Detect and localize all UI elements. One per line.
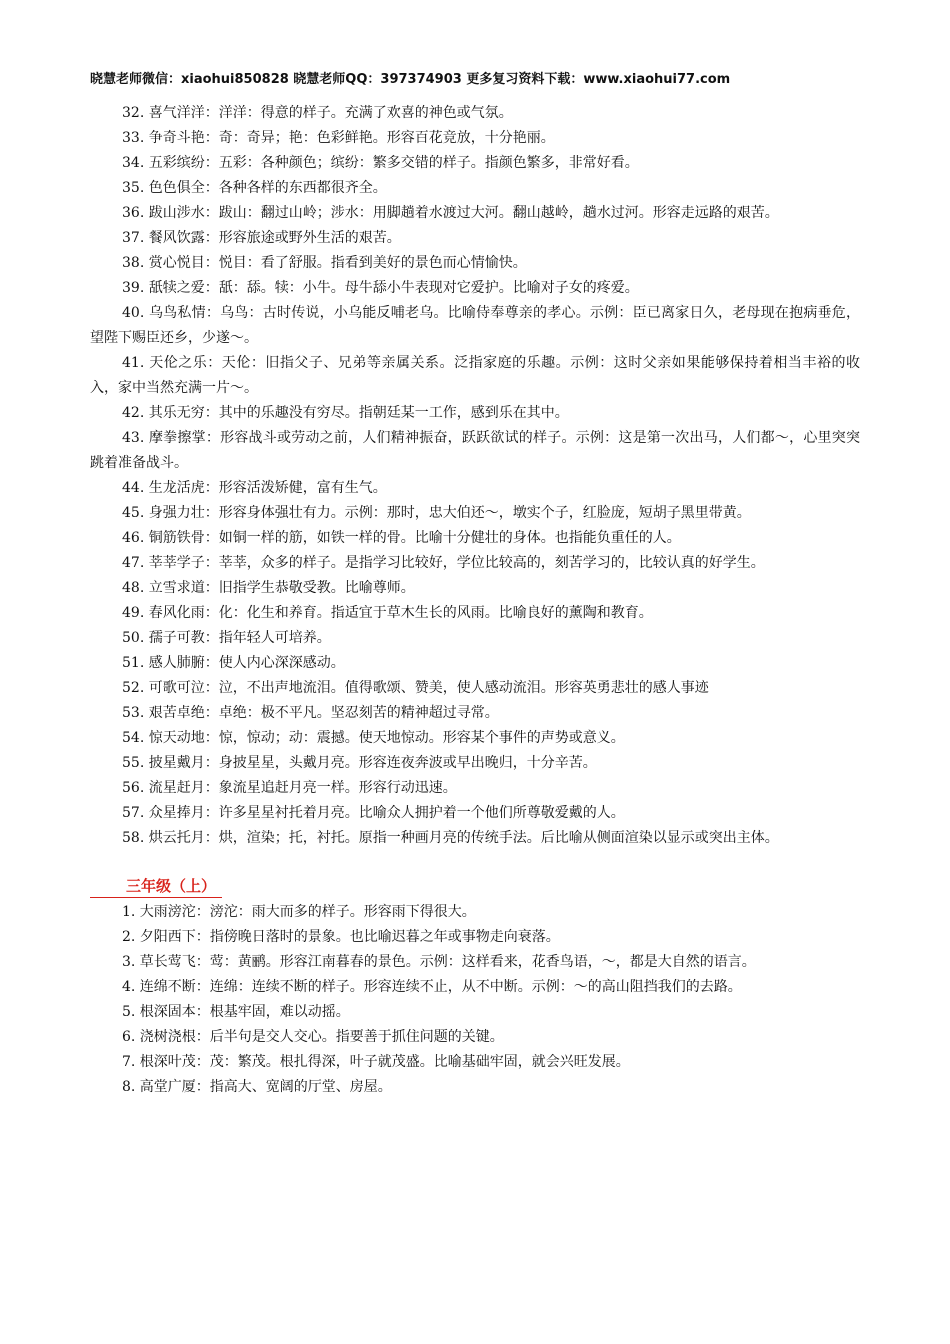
entry-48: 48. 立雪求道：旧指学生恭敬受教。比喻尊师。 bbox=[122, 580, 415, 596]
entry-37: 37. 餐风饮露：形容旅途或野外生活的艰苦。 bbox=[122, 230, 401, 246]
entry-5: 5. 根深固本：根基牢固，难以动摇。 bbox=[122, 1004, 350, 1020]
section-heading bbox=[90, 872, 860, 900]
entry-3: 3. 草长莺飞：莺：黄鹂。形容江南暮春的景色。示例：这样看来，花香鸟语，～，都是大自然的语言。 bbox=[122, 954, 756, 970]
entry-41: 41. 天伦之乐：天伦：旧指父子、兄弟等亲属关系。泛指家庭的乐趣。示例：这时父亲如果能够保持着相当丰裕的收入，家中当然充满一片～。 bbox=[90, 355, 860, 396]
entry-34: 34. 五彩缤纷：五彩：各种颜色；缤纷：繁多交错的样子。指颜色繁多，非常好看。 bbox=[122, 155, 639, 171]
entry-1: 1. 大雨滂沱：滂沱：雨大而多的样子。形容雨下得很大。 bbox=[122, 904, 476, 920]
entry-39: 39. 舐犊之爱：舐：舔。犊：小牛。母牛舔小牛表现对它爱护。比喻对子女的疼爱。 bbox=[122, 280, 639, 296]
entry-35: 35. 色色俱全：各种各样的东西都很齐全。 bbox=[122, 180, 387, 196]
entry-45: 45. 身强力壮：形容身体强壮有力。示例：那时，忠大伯还～，墩实个子，红脸庞，短胡子黑里带黄。 bbox=[122, 505, 751, 521]
entry-7: 7. 根深叶茂：茂：繁茂。根扎得深，叶子就茂盛。比喻基础牢固，就会兴旺发展。 bbox=[122, 1054, 630, 1070]
entry-32: 32. 喜气洋洋：洋洋：得意的样子。充满了欢喜的神色或气氛。 bbox=[122, 105, 513, 121]
entry-49: 49. 春风化雨：化：化生和养育。指适宜于草木生长的风雨。比喻良好的薰陶和教育。 bbox=[122, 605, 653, 621]
entry-42: 42. 其乐无穷：其中的乐趣没有穷尽。指朝廷某一工作，感到乐在其中。 bbox=[122, 405, 569, 421]
entry-38: 38. 赏心悦目：悦目：看了舒服。指看到美好的景色而心情愉快。 bbox=[122, 255, 527, 271]
entry-54: 54. 惊天动地：惊，惊动；动：震撼。使天地惊动。形容某个事件的声势或意义。 bbox=[122, 730, 625, 746]
entry-50: 50. 孺子可教：指年轻人可培养。 bbox=[122, 630, 331, 646]
entry-33: 33. 争奇斗艳：奇：奇异；艳：色彩鲜艳。形容百花竞放，十分艳丽。 bbox=[122, 130, 555, 146]
entry-8: 8. 高堂广厦：指高大、宽阔的厅堂、房屋。 bbox=[122, 1079, 392, 1095]
entry-36: 36. 跋山涉水：跋山：翻过山岭；涉水：用脚趟着水渡过大河。翻山越岭，趟水过河。形容走远路的艰苦。 bbox=[122, 205, 779, 221]
document-body bbox=[90, 101, 860, 1100]
entry-list-bottom bbox=[90, 900, 860, 1100]
entry-40: 40. 乌鸟私情：乌鸟：古时传说，小乌能反哺老乌。比喻侍奉尊亲的孝心。示例：臣已离家日久，老母现在抱病垂危，望陛下赐臣还乡，少遂～。 bbox=[90, 305, 860, 346]
entry-52: 52. 可歌可泣：泣，不出声地流泪。值得歌颂、赞美，使人感动流泪。形容英勇悲壮的感人事迹 bbox=[122, 680, 709, 696]
entry-47: 47. 莘莘学子：莘莘，众多的样子。是指学习比较好，学位比较高的，刻苦学习的，比较认真的好学生。 bbox=[122, 555, 765, 571]
entry-51: 51. 感人肺腑：使人内心深深感动。 bbox=[122, 655, 345, 671]
entry-4: 4. 连绵不断：连绵：连续不断的样子。形容连续不止，从不中断。示例：～的高山阻挡我们的去路。 bbox=[122, 979, 742, 995]
entry-43: 43. 摩拳擦掌：形容战斗或劳动之前，人们精神振奋，跃跃欲试的样子。示例：这是第一次出马，人们都～，心里突突跳着准备战斗。 bbox=[90, 430, 860, 471]
entry-list-top bbox=[90, 101, 860, 851]
entry-57: 57. 众星捧月：许多星星衬托着月亮。比喻众人拥护着一个他们所尊敬爱戴的人。 bbox=[122, 805, 625, 821]
entry-46: 46. 铜筋铁骨：如铜一样的筋，如铁一样的骨。比喻十分健壮的身体。也指能负重任的人。 bbox=[122, 530, 681, 546]
page-header: 晓慧老师微信：xiaohui850828 晓慧老师QQ：397374903 更多复习资料下载：www.xiaohui77.com bbox=[90, 72, 731, 87]
entry-58: 58. 烘云托月：烘，渲染；托，衬托。原指一种画月亮的传统手法。后比喻从侧面渲染以显示或突出主体。 bbox=[122, 830, 779, 846]
section-heading-text: 三年级（上） bbox=[90, 875, 222, 898]
entry-55: 55. 披星戴月：身披星星，头戴月亮。形容连夜奔波或早出晚归，十分辛苦。 bbox=[122, 755, 597, 771]
entry-56: 56. 流星赶月：象流星追赶月亮一样。形容行动迅速。 bbox=[122, 780, 457, 796]
entry-2: 2. 夕阳西下：指傍晚日落时的景象。也比喻迟暮之年或事物走向衰落。 bbox=[122, 929, 560, 945]
entry-53: 53. 艰苦卓绝：卓绝：极不平凡。坚忍刻苦的精神超过寻常。 bbox=[122, 705, 499, 721]
entry-44: 44. 生龙活虎：形容活泼矫健，富有生气。 bbox=[122, 480, 387, 496]
entry-6: 6. 浇树浇根：后半句是交人交心。指要善于抓住问题的关键。 bbox=[122, 1029, 504, 1045]
